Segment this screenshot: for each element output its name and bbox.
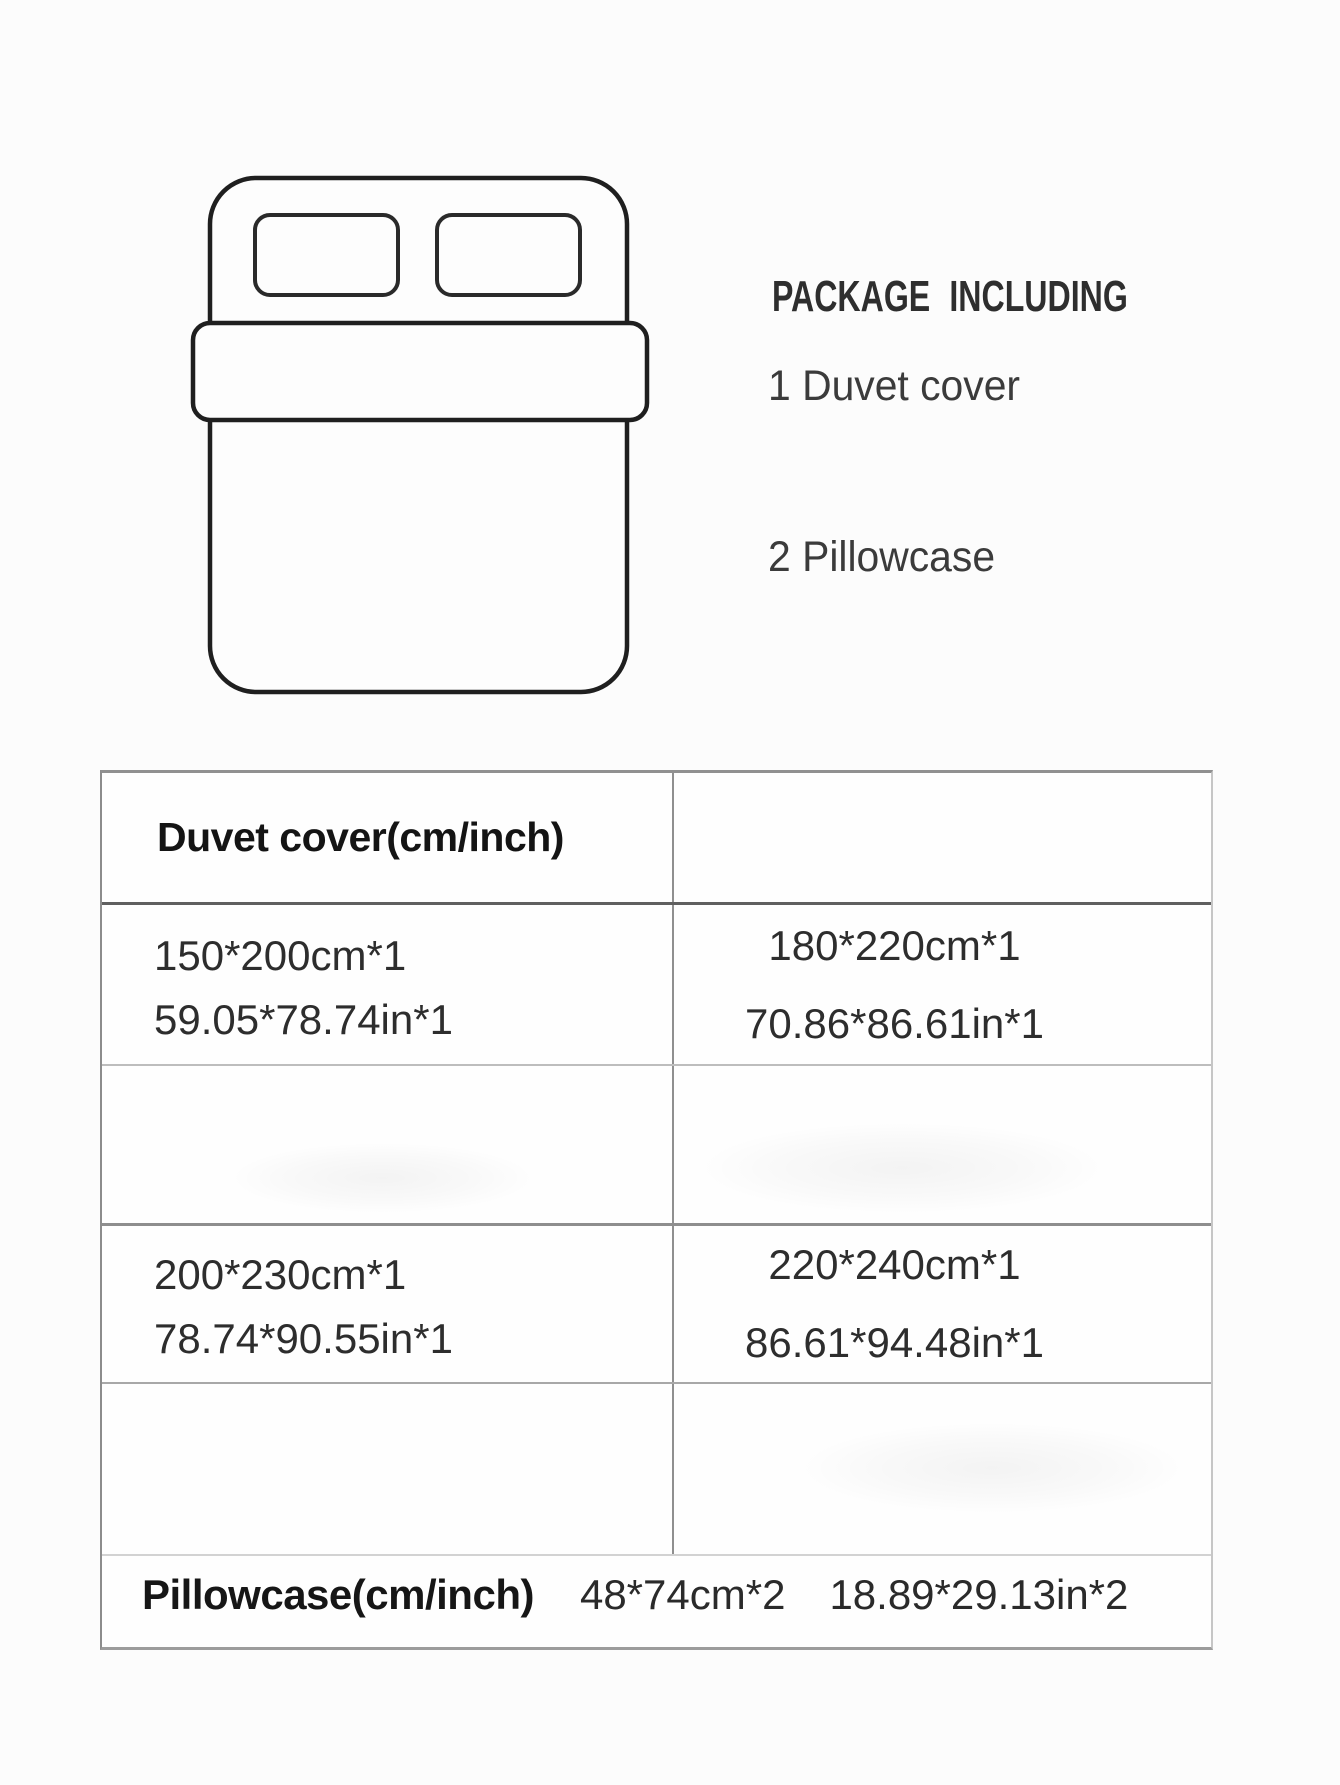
package-item-duvet-text: 1 Duvet cover — [768, 362, 1021, 410]
table-row-header — [102, 773, 1211, 905]
pillow-left — [255, 215, 398, 295]
package-including-title — [772, 272, 1259, 322]
size-value-cm: 200*230cm*1 — [154, 1251, 407, 1298]
package-item-pillowcase-text: 2 Pillowcase — [768, 533, 996, 581]
table-row-duvet-1 — [102, 905, 1211, 1066]
table-row-empty-2 — [102, 1384, 1211, 1556]
duvet-size-cell-150x200 — [102, 905, 674, 1064]
size-value-inch: 70.86*86.61in*1 — [745, 999, 1044, 1047]
empty-cell — [102, 1066, 674, 1223]
bed-illustration — [150, 150, 680, 710]
header-empty-cell — [674, 773, 1211, 902]
size-value-inch: 86.61*94.48in*1 — [745, 1319, 1044, 1366]
table-row-duvet-2 — [102, 1226, 1211, 1384]
size-value-cm: 180*220cm*1 — [768, 921, 1021, 969]
size-value-cm: 150*200cm*1 — [154, 931, 407, 979]
pillowcase-inch-value: 18.89*29.13in*2 — [829, 1570, 1129, 1618]
table-row-empty-1 — [102, 1066, 1211, 1226]
size-table — [100, 770, 1213, 1650]
duvet-size-cell-180x220 — [674, 905, 1211, 1064]
empty-cell — [674, 1384, 1211, 1554]
size-value-inch: 59.05*78.74in*1 — [154, 995, 453, 1043]
duvet-size-cell-220x240 — [674, 1226, 1211, 1382]
duvet-header-cell — [102, 773, 674, 902]
pillow-right — [437, 215, 580, 295]
pillowcase-cm-value: 48*74cm*2 — [579, 1570, 786, 1618]
empty-cell — [102, 1384, 674, 1554]
package-including-title-text: PACKAGE INCLUDING — [772, 272, 1128, 321]
duvet-size-cell-200x230 — [102, 1226, 674, 1382]
empty-cell — [674, 1066, 1211, 1223]
table-row-pillowcase — [102, 1556, 1211, 1641]
duvet-band — [193, 323, 647, 420]
package-item-pillowcase — [768, 533, 1007, 582]
package-item-duvet — [768, 362, 1033, 411]
size-value-inch: 78.74*90.55in*1 — [154, 1315, 453, 1362]
size-value-cm: 220*240cm*1 — [768, 1241, 1021, 1288]
duvet-header-label: Duvet cover(cm/inch) — [157, 814, 564, 860]
pillowcase-label: Pillowcase(cm/inch) — [142, 1570, 534, 1618]
